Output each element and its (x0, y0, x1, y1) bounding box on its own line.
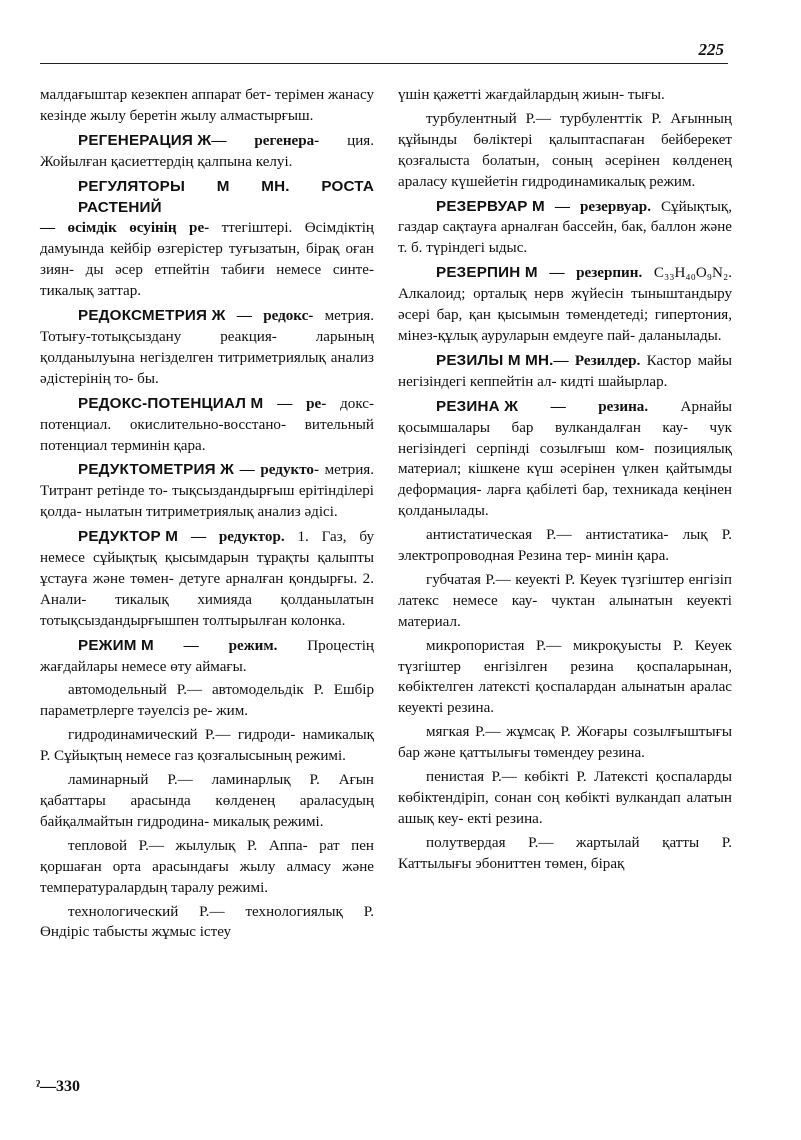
entry-definition: Процестің жағдайлары немесе өту аймағы. (40, 637, 374, 675)
dictionary-entry (398, 393, 732, 522)
sub-entry: гидродинамический Р.— гидроди- намикалық Р. Сұйықтың немесе газ қозғалысының режимі. (40, 727, 374, 765)
sub-entry: антистатическая Р.— антистатика- лық Р. электропроводная Резина тер- минін қара. (398, 527, 732, 565)
sub-entry: микропористая Р.— микроқуысты Р. Кеуек түзгіштер енгізілген резина қоспаларынан, көбіктелген латексті қоспалардан алынатын аралас кеуекті резина. (398, 637, 732, 717)
right-column (398, 85, 732, 875)
sub-entry: ламинарный Р.— ламинарлық Р. Ағын қабаттары арасында көлденең араласудың байқалмайтын гидродина- микалық режимі. (40, 772, 374, 830)
continued-text: малдағыштар кезекпен аппарат бет- терімен жанасу кезінде жылу беретін жылу алмастырғыш. (40, 87, 374, 124)
dictionary-entry (40, 127, 374, 173)
entry-definition: докс-потенциал. окислительно-восстано- вительный потенциал терминін қара. (40, 395, 375, 454)
entry-headword: РЕГУЛЯТОРЫ М МН. РОСТА РАСТЕНИЙ (78, 177, 374, 216)
entry-translation: — резерпин. (537, 265, 643, 282)
entry-translation: — редуктор. (178, 529, 285, 546)
sub-entry: мягкая Р.— жұмсақ Р. Жоғары созылғыштығы бар және қаттылығы төмендеу резина. (398, 724, 732, 762)
entry-headword: РЕДУКТОМЕТРИЯ Ж (78, 461, 235, 479)
entry-headword: РЕЗИЛЫ М МН. (436, 351, 554, 369)
continued-text: үшін қажетті жағдайлардың жиын- тығы. (398, 87, 665, 103)
dictionary-entry (40, 390, 374, 457)
sub-entry: тепловой Р.— жылулық Р. Аппа- рат пен қоршаған орта арасындағы жылу алмасу және температуралардың таралу режимі. (40, 837, 374, 896)
sub-entry: полутвердая Р.— жартылай қатты Р. Каттылығы эбониттен төмен, бірақ (398, 834, 732, 872)
dictionary-entry (398, 259, 732, 347)
dictionary-entry (40, 173, 374, 302)
entry-definition: ттегіштері. Өсімдіктің дамуында кейбір өзгерістер туғызатын, бірақ оған зиян- ды әсер етпейтін табиғи немесе синте- тикалық заттар. (40, 220, 374, 300)
entry-translation: — редокс- (225, 308, 314, 325)
entry-translation: — ре- (263, 395, 327, 412)
entry-definition: Арнайы қосымшалары бар вулкандалған кау- чук негізіндегі серпінді созылғыш ком- позициялық материал; кішкене күш әсерінен үлкен қайтымды деформация- ларға қабілеті бар, техникада кеңінен қолданылады. (398, 398, 733, 520)
sub-entry: пенистая Р.— көбікті Р. Латексті қоспаларды көбіктендіріп, сонан соң көбікті вулкандап алатын ашық кеу- екті резина. (398, 769, 732, 827)
entry-definition: Кастор майы негізіндегі кеппейтін ал- кидті шайырлар. (398, 352, 732, 390)
entry-translation: — редукто- (234, 462, 319, 479)
entry-translation: — Резилдер. (553, 352, 641, 369)
entry-definition: метрия. Тотығу-тотықсыздану реакция- ларының қолданылуына негізделген титриметриялық анализ әдістерінің то- бы. (40, 308, 374, 387)
signature-mark: ˀ—330 (36, 1078, 81, 1095)
entry-headword: РЕЖИМ М (78, 636, 154, 654)
entry-headword: РЕГЕНЕРАЦИЯ Ж (78, 131, 212, 149)
entry-translation: — резервуар. (544, 198, 651, 215)
sub-entry: автомодельный Р.— автомодельдік Р. Ешбір параметрлерге тәуелсіз ре- жим. (40, 682, 374, 720)
dictionary-entry (40, 632, 374, 678)
entry-translation: — резина. (518, 398, 649, 415)
entry-translation: — өсімдік өсуінің ре- (40, 220, 210, 237)
entry-translation: — регенера- (211, 132, 320, 149)
entry-definition: ция. Жойылған қасиеттердің қалпына келуі. (40, 132, 374, 170)
entry-definition: Сұйықтық, газдар сақтауға арналған бассейн, бак, баллон және т. б. түріндегі ыдыс. (398, 198, 732, 257)
entry-definition: метрия. Титрант ретінде то- тықсыздандырғыш ерітінділері қолда- нылатын титриметриялық анализ әдісі. (40, 462, 374, 521)
entry-headword: РЕЗЕРВУАР М (436, 197, 545, 215)
entry-headword: РЕЗЕРПИН М (436, 264, 538, 282)
entry-headword: РЕДОКС-ПОТЕНЦИАЛ М (78, 394, 264, 412)
dictionary-entry (398, 193, 732, 260)
dictionary-entry (40, 523, 374, 632)
entry-definition: 1. Газ, бу немесе сұйықтық қысымдарын тұрақты қалыпты ұстауға және төмен- детуге арналған қондырғы. 2. Анали- тикалық химияда қолданылатын тотықсыздандырғышпен толтырылған колонка. (40, 529, 374, 629)
entry-headword: РЕДУКТОР М (78, 528, 179, 546)
dictionary-entry (398, 347, 732, 393)
left-column (40, 85, 374, 943)
sub-entry: турбулентный Р.— турбуленттік Р. Ағынның құйынды бөліктері қалыптаспаған бейберекет қозғалыста болатын, соның әсерінен көлденең араласу күшейетін гидродинамикалық режим. (398, 110, 732, 190)
entry-translation: — режим. (153, 637, 278, 654)
sub-entry: губчатая Р.— кеуекті Р. Кеуек түзгіштер енгізіп латекс немесе кау- чуктан алынатын кеуекті материал. (398, 571, 732, 630)
dictionary-entry (40, 456, 374, 523)
entry-headword: РЕЗИНА Ж (436, 397, 519, 415)
sub-entry: технологический Р.— технологиялық Р. Өндіріс табысты жұмыс істеу (40, 903, 374, 941)
dictionary-entry (40, 302, 374, 390)
page-number: 225 (698, 40, 724, 59)
entry-definition: C₃₃H₄₀O₉N₂. Алкалоид; орталық нерв жүйесін тыныштандыру әсері бар, қан қысымын төмендетеді; гипертония, мінез-құлық ауруларын емдеуге пай- даланылады. (398, 265, 732, 344)
header-rule (40, 63, 728, 64)
entry-headword: РЕДОКСМЕТРИЯ Ж (78, 307, 226, 325)
